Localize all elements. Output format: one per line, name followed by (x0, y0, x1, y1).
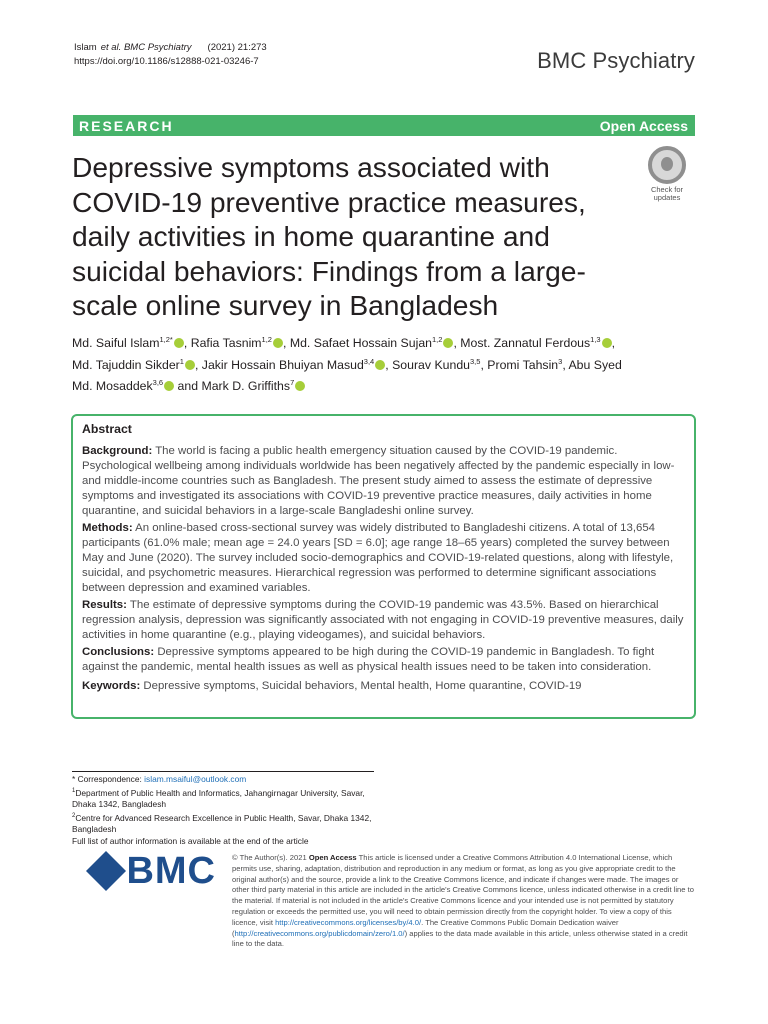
footnote-divider (72, 771, 374, 772)
author-affiliation-sup: 1,2 (261, 335, 272, 344)
cc-by-link[interactable]: http://creativecommons.org/licenses/by/4.0/ (275, 917, 422, 927)
results-text: The estimate of depressive symptoms during the COVID-19 pandemic was 43.5%. Based on hierarchical regression analysis, depression was significantly associated with not engaging in COVID-19 preventive measures, daily activities in home quarantine (e.g., playing videogames), and suicidal behaviors. (82, 599, 684, 641)
affiliation-1 (72, 786, 372, 811)
conclusions-label: Conclusions: (82, 646, 155, 658)
abstract-heading: Abstract (82, 422, 132, 436)
author-name: Jakir Hossain Bhuiyan Masud (201, 357, 364, 372)
abstract-box (71, 414, 696, 719)
article-title: Depressive symptoms associated with COVID-19 preventive practice measures, daily activities in home quarantine and suicidal behaviors: Findings from a large-scale online survey in Bangladesh (72, 151, 586, 321)
license-open-access: Open Access (308, 853, 357, 862)
journal-brand: BMC Psychiatry (537, 48, 695, 73)
citation-line (74, 41, 271, 55)
methods-label: Methods: (82, 522, 133, 534)
license-text-2: . The Creative Commons Public Domain Dedication waiver ( (232, 917, 619, 938)
orcid-icon[interactable] (375, 360, 385, 370)
bmc-diamond-icon (86, 851, 118, 891)
orcid-icon[interactable] (295, 381, 305, 391)
author-name: Md. Tajuddin Sikder (72, 357, 180, 372)
check-for-updates-badge[interactable] (639, 146, 695, 202)
orcid-icon[interactable] (185, 360, 195, 370)
check-updates-label (639, 186, 695, 202)
author-name: Md. Saiful Islam (72, 336, 160, 351)
background-label: Background: (82, 445, 153, 457)
results-label: Results: (82, 599, 127, 611)
license-text-3: ) applies to the data made available in this article, unless otherwise stated in a credit line to the data. (232, 928, 688, 949)
keywords-text: Depressive symptoms, Suicidal behaviors, Mental health, Home quarantine, COVID-19 (143, 680, 582, 692)
background-text: The world is facing a public health emergency situation caused by the COVID-19 pandemic. Psychological wellbeing among individuals worldwide has been negatively affected by the pandemic especially in low- and middle-income countries such as Bangladesh. The present study aimed to assess the estimate of depressive symptoms and investigated its associations with COVID-19 preventive practice measures, daily activities in home quarantine, and suicidal behaviors in a large-scale Bangladeshi online survey. (82, 445, 675, 517)
orcid-icon[interactable] (443, 338, 453, 348)
author-affiliation-sup: 1 (179, 356, 184, 366)
orcid-icon[interactable] (174, 338, 184, 348)
author-name: Rafia Tasnim (190, 336, 262, 351)
correspondence-label: * Correspondence: (72, 774, 142, 784)
keywords-label: Keywords: (82, 680, 141, 692)
doi-link[interactable]: https://doi.org/10.1186/s12888-021-03246-7 (74, 56, 259, 67)
orcid-icon[interactable] (273, 338, 283, 348)
cc-zero-link[interactable]: http://creativecommons.org/publicdomain/zero/1.0/ (234, 928, 405, 938)
methods-text: An online-based cross-sectional survey was widely distributed to Bangladeshi citizens. A total of 13,654 participants (61.0% male; mean age = 24.0 years [SD = 6.0]; age range 18–65 years) completed the survey between May and June (2020). The survey included socio-demographics and COVID-19-related questions, along with lifestyle, suicidal, and psychometric measures. Hierarchical regression was performed to determine significant associations between depression and examined variables. (82, 522, 674, 594)
author-name: Md. Safaet Hossain Sujan (289, 336, 433, 351)
check-updates-line2: updates (653, 193, 681, 202)
article-type-label: RESEARCH (79, 117, 174, 134)
author-name: Mark D. Griffiths (201, 379, 291, 394)
affiliation-2-text: Centre for Advanced Research Excellence in Public Health, Savar, Dhaka 1342, Bangladesh (72, 812, 372, 834)
author-affiliation-sup: 3,4 (363, 356, 375, 366)
affiliation-2 (72, 811, 372, 836)
conclusions-text: Depressive symptoms appeared to be high during the COVID-19 pandemic in Bangladesh. To fight against the pandemic, mental health issues as well as physical health issues need to be taken into consideration. (82, 646, 655, 673)
abstract-background (82, 444, 685, 519)
article-type-banner (73, 115, 695, 136)
open-access-label: Open Access (599, 117, 688, 134)
citation-journal: BMC Psychiatry (123, 42, 192, 53)
abstract-results (82, 598, 685, 643)
orcid-icon[interactable] (602, 338, 612, 348)
license-statement (232, 853, 695, 950)
author-affiliation-sup: 3,5 (470, 356, 481, 366)
affiliation-2-sup: 2 (72, 812, 76, 819)
abstract-methods (82, 521, 685, 596)
author-affiliation-sup: 7 (290, 378, 295, 388)
citation-etal: et al. (100, 42, 122, 53)
check-updates-line1: Check for (650, 185, 684, 194)
citation-year: (2021) 21:273 (207, 42, 267, 53)
author-name: Most. Zannatul Ferdous (460, 336, 591, 351)
author-affiliation-sup: 3 (558, 356, 563, 366)
correspondence (72, 774, 372, 786)
bmc-logo-text: BMC (126, 850, 216, 892)
abstract-keywords (82, 679, 685, 694)
citation-header (74, 41, 271, 69)
author-name: Abu Syed Md. Mosaddek (72, 357, 622, 394)
affiliation-1-text: Department of Public Health and Informatics, Jahangirnagar University, Savar, Dhaka 1342, Bangladesh (72, 787, 365, 809)
author-name: Sourav Kundu (392, 357, 471, 372)
copyright: © The Author(s). 2021 (232, 853, 307, 862)
author-affiliation-sup: 1,2 (432, 335, 443, 344)
author-list: Md. Saiful Islam$^{1,2*}$ , Rafia Tasnim$^{1,2}$ , Md. Safaet Hossain Sujan$^{1,2}$ , Most. Zannatul Ferdous$^{1,3}$ , Md. Tajuddin Sikder$^1$ , Jakir Hossain Bhuiyan Masud$^{3,4}$ , Sourav Kundu$^{3,5}$, Promi Tahsin$^3$, Abu Syed Md. Mosaddek$^{3,6}$ and Mark D. Griffiths$^7$ (72, 335, 622, 394)
author-affiliation-sup: 1,2* (159, 335, 173, 344)
author-info-note: Full list of author information is available at the end of the article (72, 835, 309, 846)
author-name: Promi Tahsin (487, 357, 559, 372)
orcid-icon[interactable] (164, 381, 174, 391)
affiliation-1-sup: 1 (72, 787, 76, 794)
crossmark-icon (648, 146, 686, 184)
author-affiliation-sup: 3,6 (152, 378, 164, 388)
author-affiliation-sup: 1,3 (590, 335, 601, 344)
correspondence-email[interactable]: islam.msaiful@outlook.com (144, 774, 247, 784)
abstract-conclusions (82, 645, 685, 675)
citation-authors: Islam (74, 42, 97, 53)
bmc-logo (86, 850, 216, 892)
license-text-1: This article is licensed under a Creative Commons Attribution 4.0 International License, which permits use, sharing, adaptation, distribution and reproduction in any medium or format, as long as you give appropriate credit to the original author(s) and the source, provide a link to the Creative Commons licence, and indicate if changes were made. The images or other third party material in this article are included in the article's Creative Commons licence, unless indicated otherwise in a credit line to the material. If material is not included in the article's Creative Commons licence and your intended use is not permitted by statutory regulation or exceeds the permitted use, you will need to obtain permission directly from the copyright holder. To view a copy of this licence, visit (232, 853, 694, 927)
footnotes (72, 774, 372, 847)
